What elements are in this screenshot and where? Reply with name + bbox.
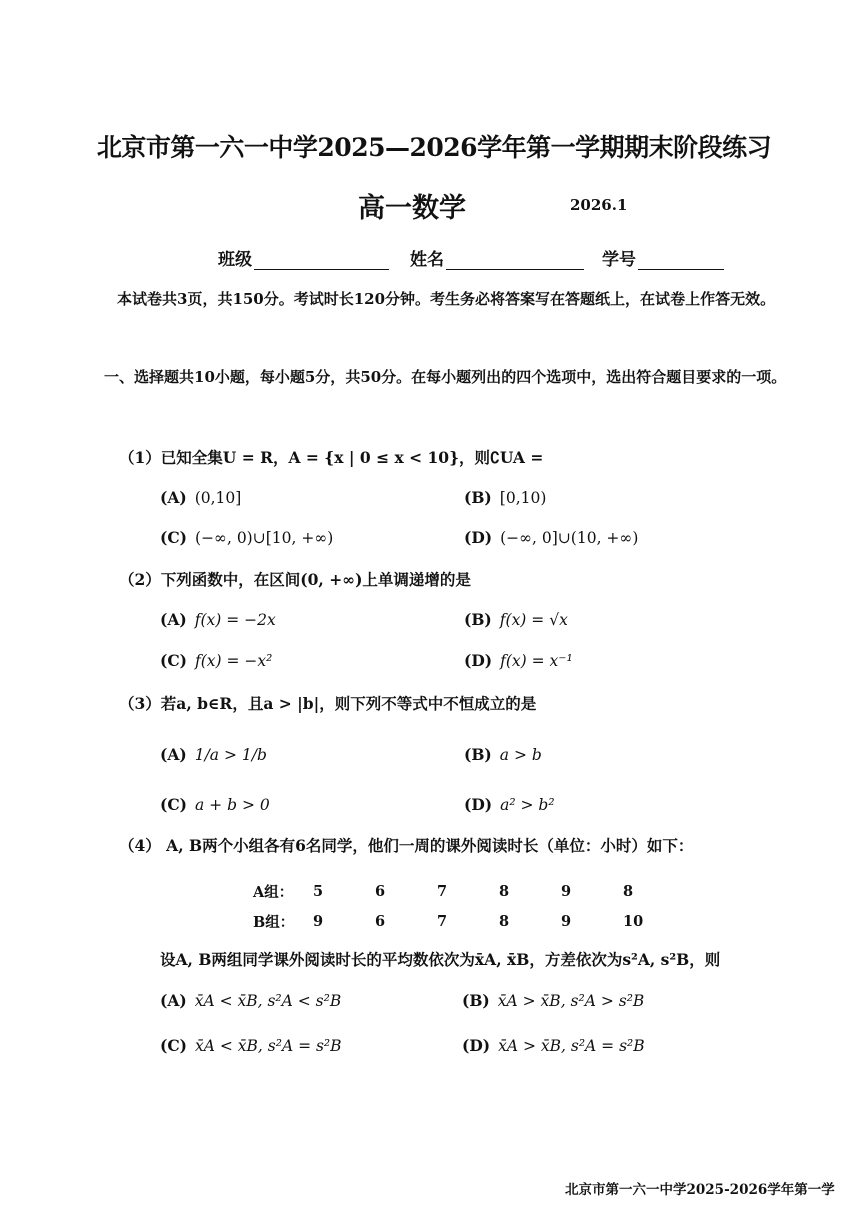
reading-time-table	[253, 876, 685, 936]
table-cell: 6	[375, 912, 386, 930]
table-cell: 7	[437, 912, 448, 930]
name-blank	[446, 251, 584, 270]
q1-option-b: (B) [0,10)	[464, 488, 547, 507]
table-cell: 9	[313, 912, 324, 930]
q4-option-d: (D) x̄A > x̄B, s²A = s²B	[462, 1036, 645, 1055]
q3-option-d: (D) a² > b²	[464, 795, 555, 814]
name-label: 姓名	[410, 250, 444, 270]
class-field	[218, 245, 389, 270]
q3-option-b: (B) a > b	[464, 745, 542, 764]
number-label: 学号	[602, 250, 636, 270]
section-1-heading: 一、选择题共10小题，每小题5分，共50分。在每小题列出的四个选项中，选出符合题目要求的一项。	[104, 368, 787, 386]
exam-date: 2026.1	[570, 196, 628, 214]
q3-option-c: (C) a + b > 0	[160, 795, 270, 814]
question-2-stem: （2）下列函数中，在区间(0, +∞)上单调递增的是	[119, 570, 471, 589]
page-footer: 北京市第一六一中学2025-2026学年第一学	[565, 1182, 835, 1198]
table-cell: 8	[499, 912, 510, 930]
row-label-b: B组：	[253, 913, 295, 931]
q2-option-c: (C) f(x) = −x²	[160, 651, 273, 670]
table-cell: 9	[561, 882, 572, 900]
table-row	[253, 906, 685, 936]
q2-option-d: (D) f(x) = x⁻¹	[464, 651, 573, 670]
question-4-stem: （4） A, B两个小组各有6名同学，他们一周的课外阅读时长（单位：小时）如下：	[119, 836, 694, 855]
table-cell: 10	[623, 912, 644, 930]
q1-option-c: (C) (−∞, 0)∪[10, +∞)	[160, 528, 334, 547]
table-cell: 6	[375, 882, 386, 900]
table-cell: 7	[437, 882, 448, 900]
q1-option-a: (A) (0,10]	[160, 488, 242, 507]
q3-option-a: (A) 1/a > 1/b	[160, 745, 267, 764]
question-1-stem: （1）已知全集U = R，A = {x | 0 ≤ x < 10}，则∁UA =	[119, 448, 544, 467]
number-blank	[638, 251, 724, 270]
q4-option-c: (C) x̄A < x̄B, s²A = s²B	[160, 1036, 342, 1055]
name-field	[410, 245, 584, 270]
table-row	[253, 876, 685, 906]
row-label-a: A组：	[253, 883, 294, 901]
exam-title: 北京市第一六一中学2025—2026学年第一学期期末阶段练习	[96, 133, 772, 162]
class-label: 班级	[218, 250, 252, 270]
exam-note: 本试卷共3页，共150分。考试时长120分钟。考生务必将答案写在答题纸上，在试卷上作答无效。	[117, 290, 776, 308]
q1-option-d: (D) (−∞, 0]∪(10, +∞)	[464, 528, 639, 547]
q2-option-a: (A) f(x) = −2x	[160, 610, 276, 629]
question-4-stem-2: 设A, B两组同学课外阅读时长的平均数依次为x̄A, x̄B，方差依次为s²A, s²B，则	[160, 950, 721, 969]
table-cell: 9	[561, 912, 572, 930]
question-3-stem: （3）若a, b∈R，且a > |b|，则下列不等式中不恒成立的是	[119, 694, 537, 713]
class-blank	[254, 251, 389, 270]
exam-subject: 高一数学	[358, 193, 466, 224]
q2-option-b: (B) f(x) = √x	[464, 610, 568, 629]
table-cell: 8	[499, 882, 510, 900]
table-cell: 8	[623, 882, 634, 900]
number-field	[602, 245, 724, 270]
q4-option-a: (A) x̄A < x̄B, s²A < s²B	[160, 991, 342, 1010]
table-cell: 5	[313, 882, 324, 900]
q4-option-b: (B) x̄A > x̄B, s²A > s²B	[462, 991, 645, 1010]
